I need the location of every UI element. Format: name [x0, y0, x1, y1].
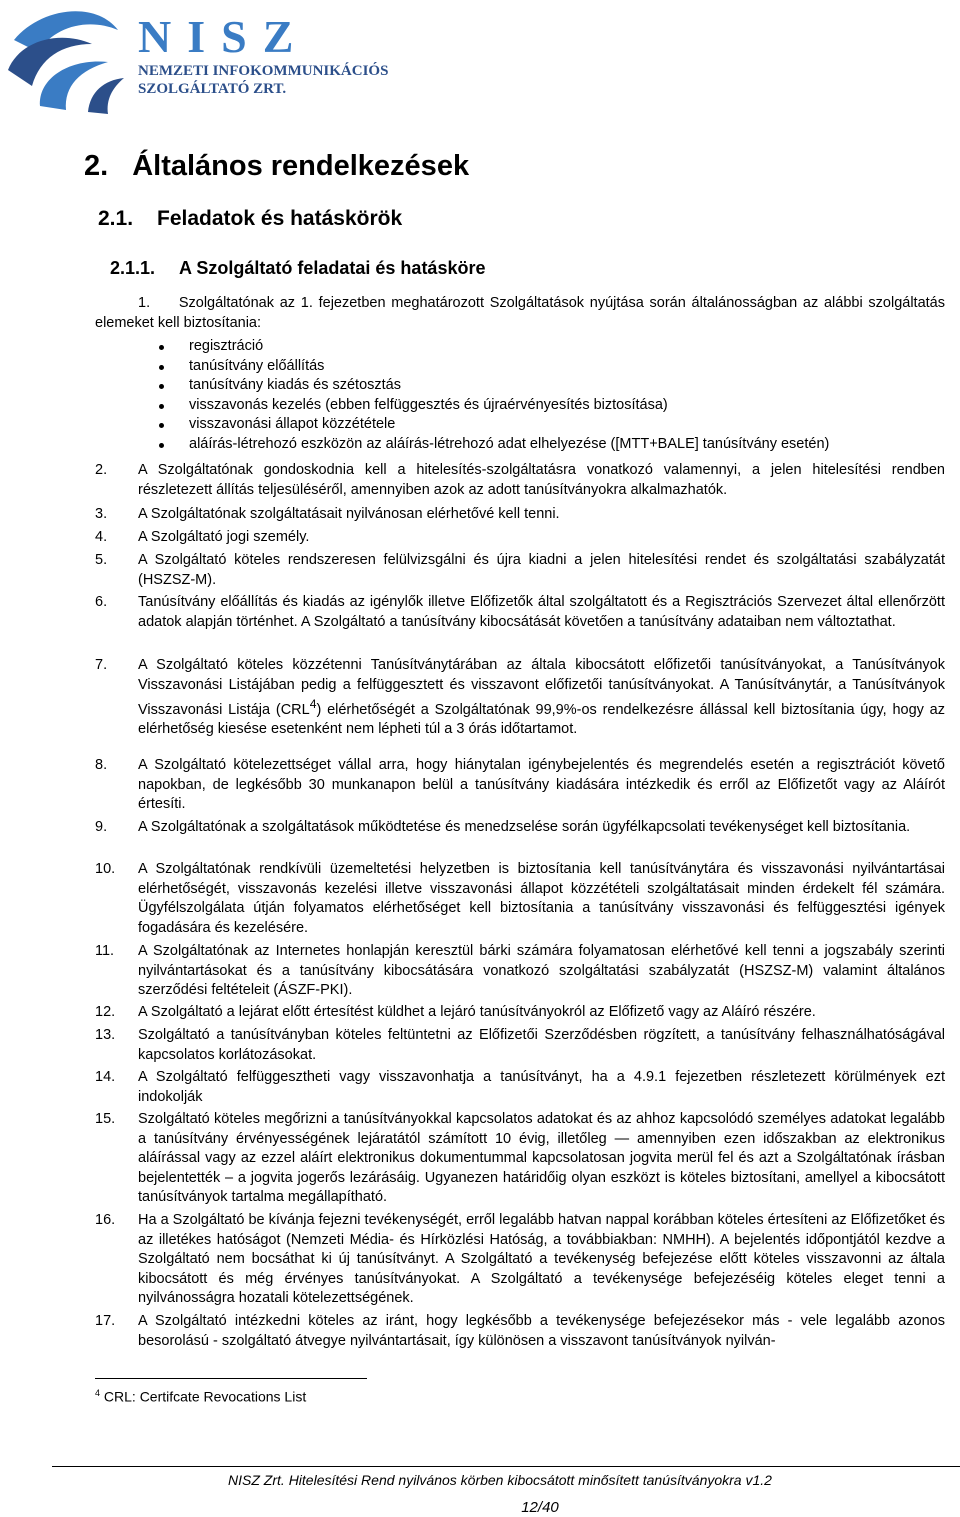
- item-number: 17.: [95, 1313, 116, 1329]
- item-number: 1.: [138, 295, 151, 311]
- item-text-part: ) elérhetőségét a Szolgáltatónak 99,9%-os rendelkezésre állással kell biztosítania úgy, hogy az elérhetőség kiesése esetenként nem lépheti túl a 3 órás időtartamot.: [138, 701, 945, 738]
- item-text: A Szolgáltató felfüggesztheti vagy visszavonhatja a tanúsítványt, ha a 4.9.1 fejezetben részletezett körülmények ezt indokolják: [138, 1069, 945, 1105]
- footnote-divider: [95, 1378, 367, 1379]
- heading-2-text: Feladatok és hatáskörök: [157, 207, 403, 230]
- heading-2-number: 2.1.: [98, 207, 134, 230]
- list-item: [95, 593, 945, 632]
- item-text: Ha a Szolgáltató be kívánja fejezni tevékenységét, erről legalább hatvan nappal korábban köteles értesíteni az Előfizetőket és az illetékes hatóságot (Nemzeti Média- és Hírközlési Hatóság, a továbbiakban: NMHH). A bejelentés időpontjától kezdve a Szolgáltató nem bocsáthat ki új tanúsítványt. A Szolgáltató a tevékenység befejezése előtt köteles visszavonni az általa kibocsátott és még érvényes tanúsítványokat. A Szolgáltató a tevékenysége befejezéséig köteles eleget tenni a nyilvánosságra hozatali kötelezettségének.: [138, 1212, 945, 1306]
- heading-2: [98, 207, 402, 231]
- item-text: A Szolgáltatónak szolgáltatásait nyilvánosan elérhetővé kell tenni.: [138, 506, 560, 522]
- item-text: A Szolgáltató a lejárat előtt értesítést küldhet a lejáró tanúsítványokról az Előfizető vagy az Aláíró részére.: [138, 1004, 816, 1020]
- footnote: [95, 1388, 306, 1405]
- list-item: [95, 505, 945, 525]
- item-number: 3.: [95, 506, 108, 522]
- list-item: [95, 1003, 945, 1023]
- bullet-item: aláírás-létrehozó eszközön az aláírás-létrehozó adat elhelyezése ([MTT+BALE] tanúsítvány esetén): [158, 435, 829, 455]
- item-number: 9.: [95, 819, 108, 835]
- bullet-list: [158, 337, 829, 454]
- heading-3-number: 2.1.1.: [110, 258, 156, 278]
- item-number: 14.: [95, 1069, 116, 1085]
- list-item: [95, 461, 945, 500]
- footnote-mark: 4: [95, 1388, 101, 1398]
- item-number: 16.: [95, 1212, 116, 1228]
- heading-1-text: Általános rendelkezések: [132, 150, 470, 182]
- nisz-logo: [0, 0, 420, 115]
- item-text: A Szolgáltatónak rendkívüli üzemeltetési helyzetben is biztosítania kell tanúsítványtára és visszavonási nyilvántartásai elérhetőségét, visszavonás kezelési illetve visszavonási állapot közzétételi szolgáltatásait minden érdekelt fél számára. Ügyfélszolgálata útján folyamatos elérhetőséget kell biztosítania a tanúsítvány visszavonási és felfüggesztési igények fogadására és kezelésére.: [138, 861, 945, 936]
- item-text: Tanúsítvány előállítás és kiadás az igénylők illetve Előfizetők által szolgáltatott és a Regisztrációs Szervezet által ellenőrzött adatok alapján történhet. A Szolgáltató a tanúsítvány kibocsátását követően a tanúsítvány adataiban nem változtathat.: [138, 594, 945, 630]
- item-number: 15.: [95, 1111, 116, 1127]
- item-text: A Szolgáltatónak az Internetes honlapján keresztül bárki számára folyamatosan elérhetővé kell tenni a jogszabály szerinti nyilvántartásokat és a tanúsítvány kibocsátására vonatkozó szolgáltatási szabályzatát (HSZSZ-M) valamint általános szerződési feltételeit (ÁSZF-PKI).: [138, 943, 945, 998]
- logo-subtitle-line2: SZOLGÁLTATÓ ZRT.: [138, 81, 287, 97]
- item-text-part: A Szolgáltató köteles közzétenni Tanúsítványtárában az általa kibocsátott előfizetői tanúsítványokat, a Tanúsítványok Visszavonási Listájában pedig a felfüggesztett és visszavont előfizetői tanúsítványokat. A Tanúsítványtár, a Tanúsítványok Visszavonási Listája (CRL: [138, 657, 945, 718]
- bullet-item: tanúsítvány kiadás és szétosztás: [158, 376, 829, 396]
- list-item: [95, 551, 945, 590]
- item-text: Szolgáltatónak az 1. fejezetben meghatározott Szolgáltatások nyújtása során általánosságban az alábbi szolgáltatás elemeket kell biztosítania:: [95, 295, 945, 331]
- item-text: A Szolgáltató köteles rendszeresen felülvizsgálni és újra kiadni a jelen hitelesítési rendet és szolgáltatási szabályzatát (HSZSZ-M).: [138, 552, 945, 588]
- list-item: [95, 294, 945, 333]
- item-number: 4.: [95, 529, 108, 545]
- list-item: [95, 756, 945, 815]
- footnote-ref: 4: [309, 697, 317, 711]
- heading-3-text: A Szolgáltató feladatai és hatásköre: [179, 258, 486, 278]
- bullet-item: tanúsítvány előállítás: [158, 357, 829, 377]
- list-item: [95, 1211, 945, 1309]
- heading-3: [110, 258, 485, 279]
- item-text: Szolgáltató köteles megőrizni a tanúsítványokkal kapcsolatos adatokat és az ahhoz kapcsolódó személyes adatokat legalább a tanúsítvány érvényességének lejáratától számított 10 évig, illetőleg — amennyiben ezen időszakban az elektronikus aláírással vagy az ezzel aláírt elektronikus dokumentummal kapcsolatosan jogvita merül fel és azt a Szolgáltatónak írásban bejelentették – a jogvita jogerős lezárásáig. Ugyanezen határidőig olyan eszközt is köteles biztosítani, amellyel a kibocsátott tanúsítványok tartalma megállapítható.: [138, 1111, 945, 1205]
- list-item: [95, 1068, 945, 1107]
- nisz-swirl-icon: [0, 0, 130, 115]
- heading-1: [84, 150, 469, 183]
- list-item: [95, 860, 945, 938]
- list-item: [95, 1312, 945, 1351]
- item-number: 7.: [95, 657, 108, 673]
- bullet-item: visszavonási állapot közzététele: [158, 415, 829, 435]
- item-number: 10.: [95, 861, 116, 877]
- footnote-text: CRL: Certifcate Revocations List: [103, 1388, 307, 1405]
- item-number: 12.: [95, 1004, 116, 1020]
- list-item: [95, 656, 945, 740]
- item-number: 5.: [95, 552, 108, 568]
- item-text: A Szolgáltató kötelezettséget vállal arra, hogy hiánytalan igénybejelentés és megrendelés esetén a regisztrációt követő napokban, de legkésőbb 30 munkanapon belül a tanúsítvány kiadására intézkedik és erről az Előfizetőt vagy az Aláírót értesíti.: [138, 757, 945, 812]
- list-item: [95, 818, 945, 838]
- item-text: A Szolgáltatónak gondoskodnia kell a hitelesítés-szolgáltatásra vonatkozó valamennyi, a jelen hitelesítési rendben részletezett állítás teljesüléséről, amennyiben azok az adott tanúsítványokra alkalmazhatók.: [138, 462, 945, 498]
- item-number: 13.: [95, 1027, 116, 1043]
- item-text: [138, 656, 945, 740]
- item-text: Szolgáltató a tanúsítványban köteles feltüntetni az Előfizetői Szerződésben rögzített, a tanúsítvány felhasználhatóságával kapcsolatos korlátozásokat.: [138, 1027, 945, 1063]
- list-item: [95, 528, 945, 548]
- page-number: 12/40: [521, 1499, 559, 1516]
- footer-text: NISZ Zrt. Hitelesítési Rend nyilvános körben kibocsátott minősített tanúsítványokra v1.2: [228, 1472, 772, 1488]
- item-number: 11.: [95, 943, 115, 959]
- item-text: A Szolgáltatónak a szolgáltatások működtetése és menedzselése során ügyfélkapcsolati tevékenységet kell biztosítania.: [138, 819, 911, 835]
- item-number: 6.: [95, 594, 108, 610]
- footer-divider: [52, 1466, 960, 1467]
- list-item: [95, 1026, 945, 1065]
- item-text: A Szolgáltató intézkedni köteles az iránt, hogy legkésőbb a tevékenysége befejezésekor más - vele legalább azonos besorolású - szolgáltató átvegye nyilvántartásait, így különösen a visszavont tanúsítványok nyilván-: [138, 1313, 945, 1349]
- bullet-item: regisztráció: [158, 337, 829, 357]
- item-number: 8.: [95, 757, 108, 773]
- list-item: [95, 942, 945, 1001]
- item-text: A Szolgáltató jogi személy.: [138, 529, 310, 545]
- list-item: [95, 1110, 945, 1208]
- item-number: 2.: [95, 462, 108, 478]
- heading-1-number: 2.: [84, 150, 109, 182]
- bullet-item: visszavonás kezelés (ebben felfüggesztés és újraérvényesítés biztosítása): [158, 396, 829, 416]
- logo-subtitle-line1: NEMZETI INFOKOMMUNIKÁCIÓS: [138, 63, 389, 79]
- logo-name: NISZ: [138, 11, 310, 62]
